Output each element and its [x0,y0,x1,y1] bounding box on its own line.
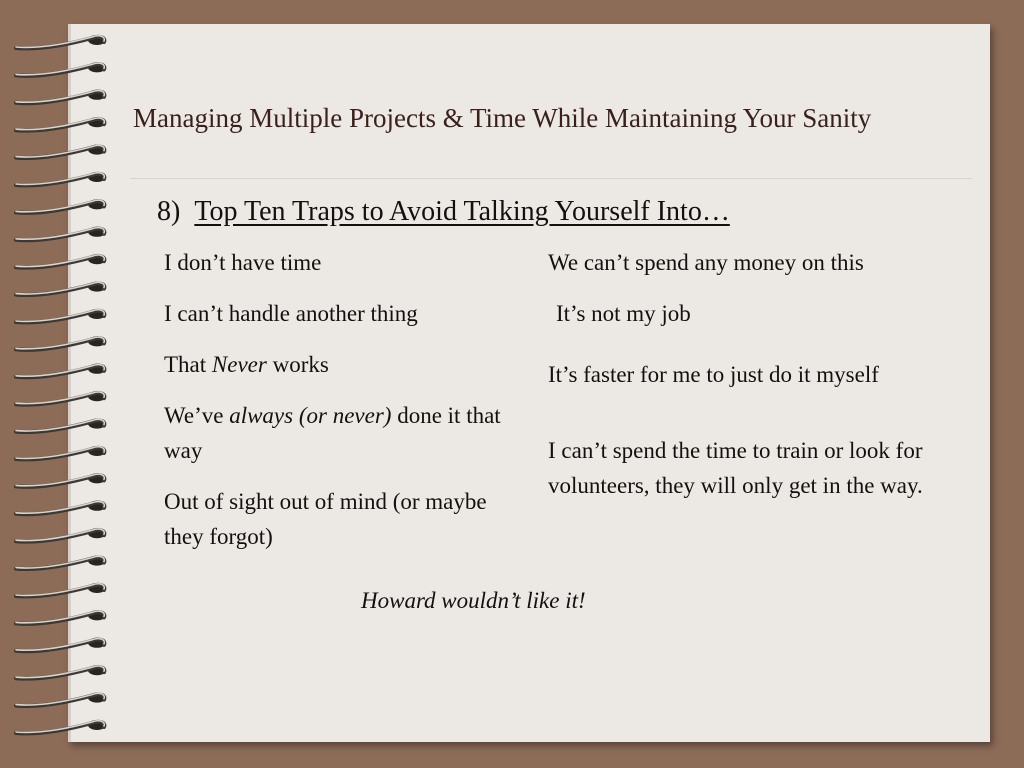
trap-item: It’s faster for me to just do it myself [548,362,879,387]
section-heading-text: Top Ten Traps to Avoid Talking Yourself Into… [194,196,730,227]
trap-item: We can’t spend any money on this [548,250,864,275]
trap-text: That [164,352,212,377]
trap-item [164,347,534,382]
trap-item: I can’t spend the time to train or look for volunteers, they will only get in the way. [548,438,923,498]
trap-text: We’ve [164,403,230,428]
trap-text: done it that way [164,403,501,463]
trap-item: Out of sight out of mind (or maybe they forgot) [164,489,487,549]
trap-item: I can’t handle another thing [164,301,418,326]
trap-item: It’s not my job [556,301,691,326]
trap-emphasis: Never [211,352,267,377]
title-divider [130,178,972,179]
trap-item: I don’t have time [164,250,322,275]
section-heading [157,196,730,228]
slide-title: Managing Multiple Projects & Time While Maintaining Your Sanity [133,103,872,133]
trap-text: works [266,352,329,377]
trap-item [164,398,536,468]
closing-remark: Howard wouldn’t like it! [361,588,586,613]
section-number: 8) [157,196,181,227]
trap-emphasis: always (or never) [229,403,392,428]
page-edge-shade [68,24,71,742]
